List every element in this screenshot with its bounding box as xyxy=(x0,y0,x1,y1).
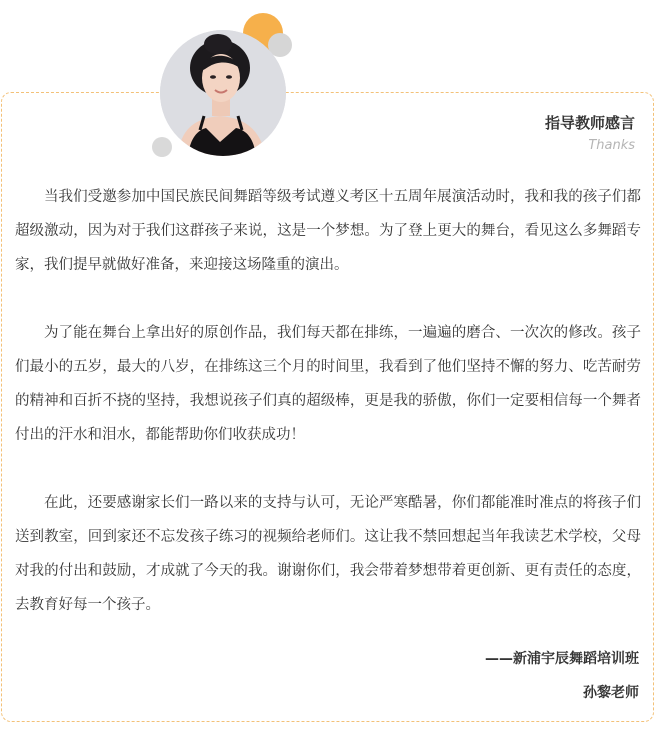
section-title: 指导教师感言 xyxy=(544,114,635,132)
paragraph: 在此，还要感谢家长们一路以来的支持与认可，无论严寒酷暑，你们都能准时准点的将孩子们送到教室，回到家还不忘发孩子练习的视频给老师们。这让我不禁回想起当年我读艺术学校，父母对我的付出和鼓励，才成就了今天的我。谢谢你们，我会带着梦想带着更创新、更有责任的态度，去教育好每一个孩子。 xyxy=(15,495,641,613)
signature-organization: ——新浦宇辰舞蹈培训班 xyxy=(485,651,639,667)
avatar-group xyxy=(0,0,657,170)
teacher-avatar xyxy=(160,30,286,156)
teacher-portrait-icon xyxy=(160,30,286,156)
paragraph: 当我们受邀参加中国民族民间舞蹈等级考试遵义考区十五周年展演活动时，我和我的孩子们都超级激动，因为对于我们这群孩子来说，这是一个梦想。为了登上更大的舞台，看见这么多舞蹈专家，我们提早就做好准备，来迎接这场隆重的演出。 xyxy=(15,189,641,273)
article-body xyxy=(15,180,641,622)
paragraph: 为了能在舞台上拿出好的原创作品，我们每天都在排练，一遍遍的磨合、一次次的修改。孩子们最小的五岁，最大的八岁，在排练这三个月的时间里，我看到了他们坚持不懈的努力、吃苦耐劳的精神和百折不挠的坚持，我想说孩子们真的超级棒，更是我的骄傲，你们一定要相信每一个舞者付出的汗水和泪水，都能帮助你们收获成功！ xyxy=(15,325,641,443)
paragraph-spacer xyxy=(15,282,641,316)
signature-name: 孙黎老师 xyxy=(583,685,639,701)
small-gray-circle-decoration-icon xyxy=(152,137,172,157)
section-subtitle: Thanks xyxy=(588,138,635,153)
paragraph-spacer xyxy=(15,452,641,486)
